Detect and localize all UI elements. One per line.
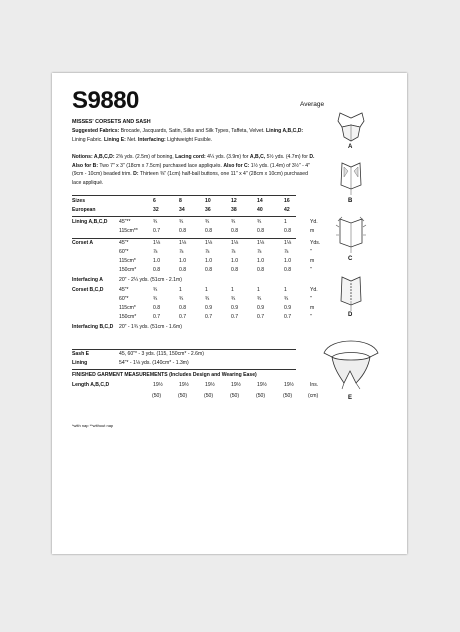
european-row — [72, 207, 322, 216]
length-cm-value: (50) — [256, 393, 266, 399]
yardage-value: 0.8 — [231, 267, 239, 273]
fabrics-text: Brocade, Jacquards, Satin, Silks and Silk Types, Taffeta, Velvet. — [119, 128, 266, 134]
finished-heading-text: FINISHED GARMENT MEASUREMENTS (Includes Design and Wearing Ease) — [72, 372, 257, 378]
yardage-row — [72, 258, 322, 267]
lining-text: 54"* - 1⅛ yds. (140cm* - 1.3m) — [119, 360, 189, 366]
interfacing-text: 20" - 2¼ yds. (51cm - 2.1m) — [119, 277, 182, 283]
row-label: Corset A — [72, 240, 94, 246]
lining-abcd-label: Lining A,B,C,D: — [265, 128, 304, 134]
fabric-width: 60"* — [119, 296, 129, 302]
notions-text: Thirteen ⅜" (1cm) half-ball buttons, one 11" x 4" (28cm x 10cm) purchased lace appliqué. — [72, 171, 308, 186]
interfacing-bcd-row — [72, 324, 322, 333]
interfacing-label: Interfacing: — [137, 136, 166, 143]
lining-row — [72, 360, 322, 369]
yardage-value: ¾ — [284, 296, 289, 302]
divider — [72, 238, 296, 239]
fabric-width: 45"* — [119, 287, 129, 293]
fabrics-label: Suggested Fabrics: — [72, 128, 120, 134]
fabric-width: 115cm* — [119, 305, 136, 311]
yardage-row — [72, 287, 322, 296]
divider — [72, 216, 296, 217]
lining-e-label: Lining E: — [104, 136, 126, 143]
european-value: 40 — [257, 207, 263, 213]
yardage-value: 1.0 — [284, 258, 292, 264]
fabric-width: 115cm* — [119, 258, 136, 264]
yardage-value: 1⅛ — [179, 240, 187, 246]
length-value: 19½ — [284, 382, 294, 388]
notions-text: 2⅝ yds. (2.5m) of boning, — [114, 154, 176, 160]
yardage-value: ⅞ — [153, 249, 158, 255]
yardage-value: ¾ — [205, 219, 210, 225]
view-e-sash-illustration — [320, 331, 382, 393]
notions-abc-label: A,B,C, — [249, 154, 266, 160]
notions-text: 1½ yds. (1.4m) of 3½" - 4" (9cm - 10cm) beaded trim. — [72, 162, 310, 178]
length-cm-value: (50) — [152, 393, 162, 399]
yardage-value: 0.7 — [284, 314, 292, 320]
yardage-value: 0.8 — [153, 267, 161, 273]
yardage-unit: " — [310, 314, 312, 320]
yardage-value: 0.9 — [231, 305, 239, 311]
yardage-value: ¾ — [153, 296, 158, 302]
yardage-value: 1 — [205, 287, 208, 293]
yardage-value: 1⅛ — [153, 240, 161, 246]
interfacing-text: 20" - 1¾ yds. (51cm - 1.6m) — [119, 324, 182, 330]
yardage-value: ⅞ — [205, 249, 210, 255]
yardage-value: 0.9 — [205, 305, 213, 311]
length-cm-value: (50) — [283, 393, 293, 399]
yardage-value: 1.0 — [231, 258, 239, 264]
yardage-row — [72, 314, 322, 323]
yardage-value: 0.9 — [284, 305, 292, 311]
yardage-value: 0.7 — [153, 314, 161, 320]
view-a-corset-illustration — [334, 103, 368, 143]
yardage-value: 0.9 — [257, 305, 265, 311]
yardage-unit: m — [310, 228, 315, 234]
fabric-width: 60"* — [119, 249, 129, 255]
sizes-row — [72, 198, 322, 207]
length-cm-unit: (cm) — [308, 393, 319, 399]
yardage-value: ⅞ — [231, 249, 236, 255]
yardage-row — [72, 296, 322, 305]
yardage-value: ¾ — [205, 296, 210, 302]
yardage-row — [72, 267, 322, 276]
yardage-value: 0.8 — [205, 228, 213, 234]
yardage-value: 0.8 — [153, 305, 161, 311]
yardage-unit: m — [310, 305, 315, 311]
notions-text: 4¼ yds. (3.9m) for — [205, 154, 250, 160]
yardage-value: 0.7 — [153, 228, 161, 234]
fabric-width: 150cm* — [119, 267, 137, 273]
size-value: 16 — [284, 198, 290, 204]
yardage-value: 0.8 — [284, 228, 292, 234]
yardage-value: 0.8 — [257, 267, 265, 273]
view-label-a: A — [348, 144, 353, 150]
sizes-label: Sizes — [72, 198, 86, 204]
yardage-unit: Yd. — [310, 287, 318, 293]
size-range: Average — [300, 101, 325, 108]
yardage-unit: " — [310, 267, 312, 273]
notions-d2-label: D: — [133, 171, 139, 178]
yardage-value: 1 — [257, 287, 260, 293]
yardage-value: ¾ — [257, 219, 262, 225]
european-value: 38 — [231, 207, 237, 213]
notions-text: 5½ yds. (4.7m) for — [265, 154, 310, 160]
notions — [72, 153, 317, 187]
view-d-corset-illustration — [334, 271, 368, 313]
yardage-value: 1 — [284, 287, 287, 293]
yardage-value: ⅞ — [179, 249, 184, 255]
yardage-unit: " — [310, 249, 312, 255]
divider — [72, 349, 296, 350]
size-value: 6 — [153, 198, 156, 204]
length-row — [72, 382, 322, 391]
yardage-value: 0.7 — [231, 314, 239, 320]
pattern-title: MISSES' CORSETS AND SASH — [72, 119, 151, 125]
length-cm-row — [72, 393, 322, 402]
pattern-back-sheet — [52, 73, 407, 554]
yardage-value: ¾ — [153, 219, 158, 225]
yardage-value: 0.8 — [179, 305, 187, 311]
yardage-value: 0.8 — [179, 228, 187, 234]
interfacing-label: Interfacing B,C,D — [72, 324, 114, 330]
yardage-value: 0.8 — [231, 228, 239, 234]
sash-e-text: 45, 60"* - 3 yds. (115, 150cm* - 2.6m) — [119, 351, 204, 357]
european-value: 32 — [153, 207, 159, 213]
size-value: 10 — [205, 198, 211, 204]
european-value: 34 — [179, 207, 185, 213]
yardage-unit: " — [310, 296, 312, 302]
yardage-value: 0.7 — [179, 314, 187, 320]
lining-e-text: Net. — [125, 136, 138, 143]
yardage-value: 1 — [284, 219, 287, 225]
yardage-unit: Yds. — [310, 240, 321, 246]
fabric-width: 45"* — [119, 240, 129, 246]
size-value: 8 — [179, 198, 182, 204]
notions-c-label: Also for C: — [223, 162, 250, 169]
divider — [72, 369, 296, 370]
view-b-corset-illustration — [334, 157, 368, 197]
interfacing-a-row — [72, 277, 322, 286]
footnote: *with nap **without nap — [72, 423, 114, 428]
yardage-value: 1⅛ — [205, 240, 213, 246]
lacing-label: Lacing cord: — [175, 154, 206, 160]
yardage-value: 0.8 — [179, 267, 187, 273]
pattern-number: S9880 — [72, 87, 139, 114]
european-value: 36 — [205, 207, 211, 213]
length-value: 19½ — [179, 382, 189, 388]
yardage-value: 1.0 — [257, 258, 265, 264]
european-value: 42 — [284, 207, 290, 213]
length-value: 19½ — [231, 382, 241, 388]
length-unit: Ins. — [310, 382, 319, 388]
row-label: Lining A,B,C,D — [72, 219, 108, 225]
row-label: Corset B,C,D — [72, 287, 104, 293]
length-cm-value: (50) — [204, 393, 214, 399]
lining-label: Lining — [72, 360, 88, 366]
yardage-value: ¾ — [231, 296, 236, 302]
notions-label: Notions: A,B,C,D: — [72, 154, 115, 160]
yardage-value: ⅞ — [257, 249, 262, 255]
yardage-value: ¾ — [179, 219, 184, 225]
view-label-e: E — [348, 395, 353, 401]
sash-e-row — [72, 351, 322, 360]
yardage-value: 1 — [231, 287, 234, 293]
yardage-value: 0.7 — [257, 314, 265, 320]
yardage-row — [72, 228, 322, 237]
yardage-row — [72, 249, 322, 258]
yardage-value: 1.0 — [179, 258, 187, 264]
notions-d-label: D. Also for B: — [72, 154, 315, 169]
length-cm-value: (50) — [178, 393, 188, 399]
yardage-value: 1⅛ — [257, 240, 265, 246]
yardage-value: ¾ — [231, 219, 236, 225]
interfacing-label: Interfacing A — [72, 277, 103, 283]
sash-e-label: Sash E — [72, 351, 89, 357]
length-value: 19½ — [205, 382, 215, 388]
length-label: Length A,B,C,D — [72, 382, 110, 388]
yardage-value: 0.8 — [205, 267, 213, 273]
yardage-unit: Yd. — [310, 219, 318, 225]
yardage-value: 0.8 — [284, 267, 292, 273]
yardage-value: 0.7 — [205, 314, 213, 320]
view-label-b: B — [348, 198, 353, 204]
length-cm-value: (50) — [230, 393, 240, 399]
length-value: 19½ — [257, 382, 267, 388]
yardage-value: ¾ — [153, 287, 158, 293]
yardage-row — [72, 219, 322, 228]
yardage-value: 1 — [179, 287, 182, 293]
yardage-value: 1.0 — [205, 258, 213, 264]
length-value: 19½ — [153, 382, 163, 388]
yardage-row — [72, 240, 322, 249]
view-label-d: D — [348, 312, 353, 318]
fabric-width: 150cm* — [119, 314, 137, 320]
yardage-unit: m — [310, 258, 315, 264]
yardage-row — [72, 305, 322, 314]
yardage-value: 1.0 — [153, 258, 161, 264]
yardage-value: ¾ — [257, 296, 262, 302]
lining-abcd-text: Lining Fabric. — [72, 136, 104, 143]
fabric-width: 115cm** — [119, 228, 138, 234]
view-c-corset-illustration — [334, 213, 368, 255]
yardage-value: 1⅛ — [284, 240, 292, 246]
divider — [72, 195, 296, 196]
fabric-width: 45"** — [119, 219, 131, 225]
suggested-fabrics — [72, 127, 317, 144]
yardage-value: 1⅛ — [231, 240, 239, 246]
notions-text: Two 7" x 3" (18cm x 7.5cm) purchased lace appliqués. — [98, 162, 224, 169]
size-value: 14 — [257, 198, 263, 204]
yardage-value: ¾ — [179, 296, 184, 302]
size-value: 12 — [231, 198, 237, 204]
view-label-c: C — [348, 256, 353, 262]
yardage-value: 0.8 — [257, 228, 265, 234]
interfacing-text: Lightweight Fusible. — [165, 136, 213, 143]
yardage-value: ⅞ — [284, 249, 289, 255]
european-label: European — [72, 207, 96, 213]
